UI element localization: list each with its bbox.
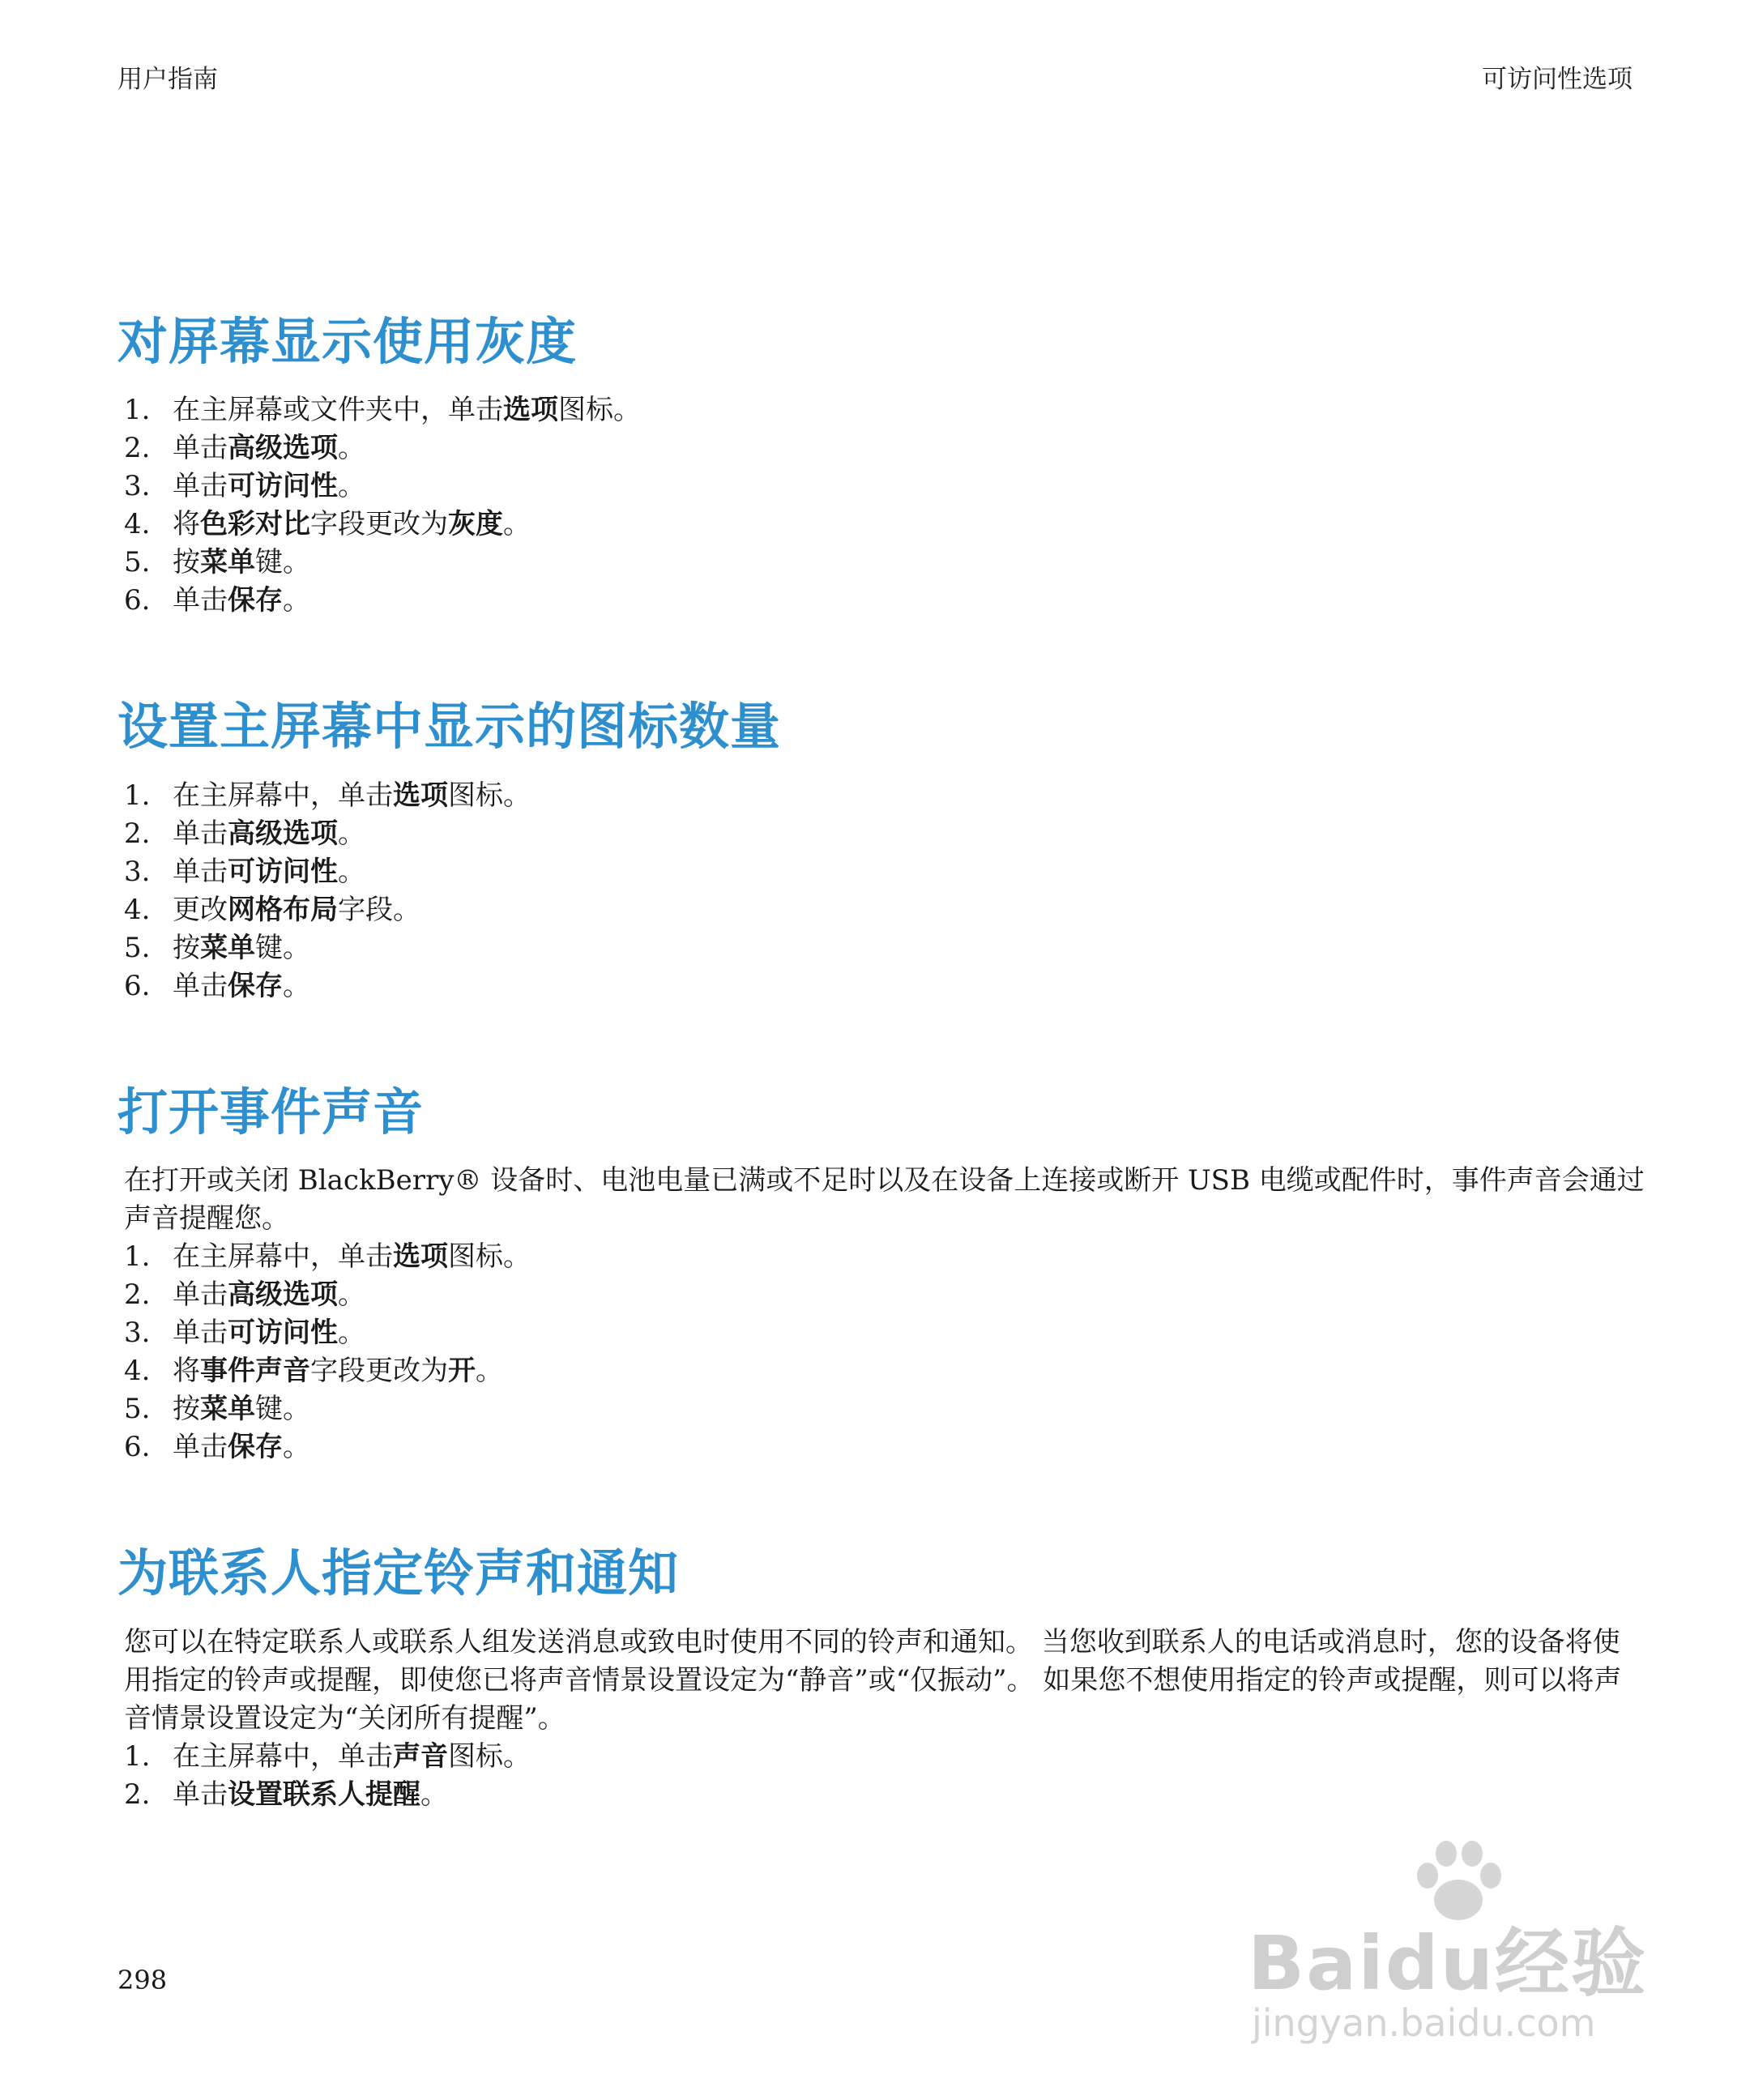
ui-term: 可访问性 [228,470,338,503]
section-1 [117,312,1645,620]
ui-term: 高级选项 [228,432,338,465]
step-number: 6. [124,969,151,1002]
steps-list [117,1738,1645,1814]
step-text-fragment: 单击 [173,817,228,850]
step-text [173,967,310,1005]
step-text-fragment: 按 [173,546,200,579]
step-text-fragment: 单击 [173,1431,228,1464]
step-item [117,777,1645,815]
section-intro: 在打开或关闭 BlackBerry® 设备时、电池电量已满或不足时以及在设备上连接或断开 USB 电缆或配件时，事件声音会通过声音提醒您。 [124,1164,1645,1236]
steps-list [117,1238,1645,1466]
step-text [173,1776,448,1814]
step-text-fragment: 键。 [255,546,310,579]
step-text-fragment: 。 [476,1355,503,1388]
step-text-fragment: 单击 [173,1278,228,1312]
header-chapter-title: 可访问性选项 [1482,65,1633,94]
step-text-fragment: 单击 [173,584,228,617]
ui-term: 菜单 [200,546,255,579]
step-text-fragment: 。 [420,1778,448,1811]
step-text-fragment: 单击 [173,1317,228,1350]
step-number: 4. [124,893,151,926]
step-number: 4. [124,1355,151,1388]
baidu-watermark [1248,1839,1669,2050]
step-text-fragment: 键。 [255,931,310,964]
step-text-fragment: 。 [338,432,365,465]
step-item [117,1776,1645,1814]
ui-term: 开 [448,1355,476,1388]
step-text [173,582,310,620]
ui-term: 事件声音 [200,1355,310,1388]
ui-term: 保存 [228,584,283,617]
section-4 [117,1543,1645,1813]
step-text-fragment: 图标。 [448,1739,531,1773]
step-number: 2. [124,432,151,465]
step-item [117,1390,1645,1428]
step-number: 4. [124,508,151,541]
step-item [117,506,1645,544]
step-number: 2. [124,1778,151,1811]
step-item [117,582,1645,620]
running-header [117,58,1633,95]
step-text [173,929,310,967]
ui-term: 声音 [393,1739,448,1773]
ui-term: 高级选项 [228,1278,338,1312]
header-doc-title: 用户指南 [117,65,218,94]
step-number: 5. [124,546,151,579]
step-text [173,853,365,891]
ui-term: 高级选项 [228,817,338,850]
ui-term: 选项 [393,1240,448,1274]
step-item [117,544,1645,582]
step-text [173,1238,531,1276]
step-item [117,929,1645,967]
step-text-fragment: 。 [503,508,531,541]
step-item [117,1314,1645,1352]
step-text-fragment: 图标。 [448,779,531,812]
ui-term: 网格布局 [228,893,338,926]
section-title: 对屏幕显示使用灰度 [117,312,578,371]
step-number: 5. [124,931,151,964]
step-text-fragment: 。 [338,1317,365,1350]
step-text-fragment: 单击 [173,432,228,465]
step-text-fragment: 单击 [173,969,228,1002]
step-number: 3. [124,855,151,888]
step-number: 2. [124,817,151,850]
ui-term: 菜单 [200,1393,255,1426]
ui-term: 可访问性 [228,1317,338,1350]
step-item [117,1428,1645,1466]
step-text-fragment: 。 [283,969,310,1002]
page-content [117,312,1645,1891]
ui-term: 可访问性 [228,855,338,888]
step-text-fragment: 在主屏幕或文件夹中，单击 [173,394,503,427]
watermark-url: jingyan.baidu.com [1252,2001,1596,2045]
step-text [173,777,531,815]
step-text [173,1314,365,1352]
step-text [173,1390,310,1428]
step-text [173,891,420,929]
step-number: 1. [124,1739,151,1773]
section-title: 打开事件声音 [117,1082,425,1142]
step-text [173,429,365,467]
step-number: 3. [124,1317,151,1350]
ui-term: 灰度 [448,508,503,541]
step-text-fragment: 单击 [173,1778,228,1811]
step-text-fragment: 字段更改为 [310,508,448,541]
step-number: 1. [124,394,151,427]
step-text-fragment: 将 [173,1355,200,1388]
step-text [173,815,365,853]
watermark-logo: Baidu经验 [1248,1920,1648,2007]
ui-term: 选项 [503,394,558,427]
step-text-fragment: 字段更改为 [310,1355,448,1388]
step-text-fragment: 字段。 [338,893,420,926]
step-text-fragment: 更改 [173,893,228,926]
step-number: 3. [124,470,151,503]
step-item [117,1238,1645,1276]
step-text-fragment: 图标。 [448,1240,531,1274]
step-number: 2. [124,1278,151,1312]
step-item [117,853,1645,891]
step-item [117,815,1645,853]
step-text-fragment: 。 [338,1278,365,1312]
section-2 [117,697,1645,1005]
step-text [173,544,310,582]
ui-term: 菜单 [200,931,255,964]
step-text [173,1352,503,1390]
step-text-fragment: 按 [173,1393,200,1426]
step-number: 5. [124,1393,151,1426]
ui-term: 选项 [393,779,448,812]
step-text-fragment: 在主屏幕中，单击 [173,1240,393,1274]
step-text-fragment: 在主屏幕中，单击 [173,779,393,812]
ui-term: 保存 [228,1431,283,1464]
step-text-fragment: 。 [338,817,365,850]
step-number: 6. [124,1431,151,1464]
step-text-fragment: 单击 [173,470,228,503]
step-number: 1. [124,779,151,812]
ui-term: 设置联系人提醒 [228,1778,420,1811]
step-item [117,429,1645,467]
step-text-fragment: 。 [283,1431,310,1464]
section-intro: 您可以在特定联系人或联系人组发送消息或致电时使用不同的铃声和通知。 当您收到联系人的电话或消息时，您的设备将使用指定的铃声或提醒，即使您已将声音情景设置设定为“静音”或“仅振动”。 如果您不想使用指定的铃声或提醒，则可以将声音情景设置设定为“关闭所有提醒”。 [124,1625,1622,1735]
step-text [173,1738,531,1776]
step-item [117,1352,1645,1390]
step-item [117,391,1645,429]
step-text-fragment: 在主屏幕中，单击 [173,1739,393,1773]
step-text-fragment: 将 [173,508,200,541]
step-item [117,1738,1645,1776]
ui-term: 色彩对比 [200,508,310,541]
step-text-fragment: 单击 [173,855,228,888]
page-number: 298 [117,1965,168,1995]
step-text [173,391,641,429]
step-text [173,506,531,544]
section-title: 为联系人指定铃声和通知 [117,1543,680,1603]
steps-list [117,391,1645,620]
step-number: 1. [124,1240,151,1274]
step-text-fragment: 图标。 [558,394,641,427]
ui-term: 保存 [228,969,283,1002]
step-text-fragment: 。 [338,855,365,888]
step-text-fragment: 。 [283,584,310,617]
step-text-fragment: 。 [338,470,365,503]
step-text-fragment: 键。 [255,1393,310,1426]
step-item [117,891,1645,929]
step-text [173,1428,310,1466]
step-item [117,467,1645,506]
step-number: 6. [124,584,151,617]
section-3 [117,1082,1645,1466]
steps-list [117,777,1645,1005]
section-title: 设置主屏幕中显示的图标数量 [117,697,782,757]
step-text [173,467,365,506]
step-text-fragment: 按 [173,931,200,964]
step-item [117,1276,1645,1314]
step-text [173,1276,365,1314]
step-item [117,967,1645,1005]
